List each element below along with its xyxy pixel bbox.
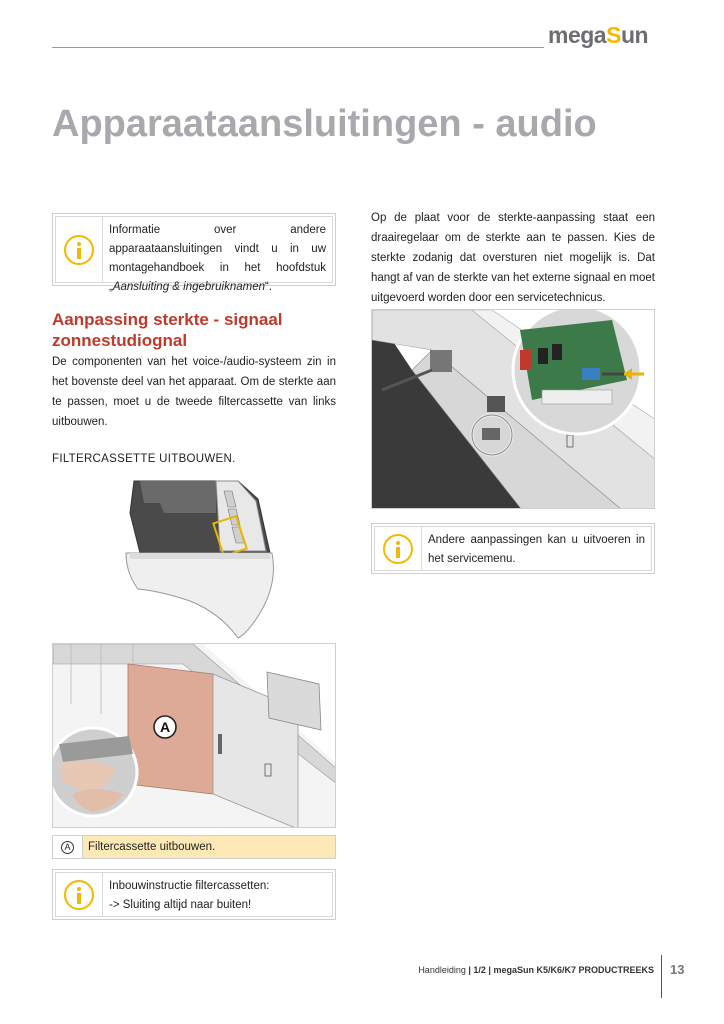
header-rule	[52, 47, 544, 48]
info-text-main: Informatie over andere apparaataansluitingen vindt u in uw montagehandboek in het hoofdstuk „	[109, 224, 326, 293]
footer-product: megaSun K5/K6/K7 PRODUCTREEKS	[493, 965, 654, 975]
figure-filtercassette-overview	[120, 473, 280, 641]
caption-row	[52, 835, 336, 859]
footer-separator: | 1/2 |	[468, 965, 491, 975]
callout-a-label: A	[159, 719, 171, 735]
info-box-text	[103, 872, 333, 917]
adjustment-illustration	[372, 310, 655, 509]
footer-text	[418, 965, 654, 975]
right-paragraph: Op de plaat voor de sterkte-aanpassing staat een draairegelaar om de sterkte aan te passen. Kies de sterkte zodanig dat oversturen niet mogelijk is. Dat hangt af van de sterkte van het externe signaal en moet uitgevoerd worden door een servicetechnicus.	[371, 212, 655, 304]
page-number: 13	[670, 962, 685, 977]
megasun-logo	[548, 22, 648, 49]
info-text-chapter: Aansluiting & ingebruiknamen	[112, 281, 265, 293]
step-heading: FILTERCASSETTE UITBOUWEN.	[52, 453, 236, 465]
info-box-installation	[52, 869, 336, 920]
info-icon-cell	[55, 216, 103, 283]
callout-a-marker: A	[61, 841, 74, 854]
figure-strength-adjustment	[371, 309, 655, 509]
caption-marker-cell	[53, 836, 83, 858]
logo-prefix: mega	[548, 22, 607, 48]
info-box-text	[103, 216, 333, 293]
info-text-end: “.	[265, 281, 273, 293]
info-icon	[383, 534, 413, 564]
filtercassette-illustration	[120, 473, 280, 641]
footer-label: Handleiding	[418, 965, 466, 975]
info-line-2: -> Sluiting altijd naar buiten!	[109, 899, 252, 911]
info-icon	[64, 880, 94, 910]
logo-s: S	[606, 22, 621, 48]
info-box-montage	[52, 213, 336, 293]
info-icon	[64, 235, 94, 265]
info-icon-cell	[374, 526, 422, 571]
info-line-1: Inbouwinstructie filtercassetten:	[109, 880, 270, 892]
section-heading: Aanpassing sterkte - signaal zonnestudiognal	[52, 310, 283, 350]
caption-text: Filtercassette uitbouwen.	[83, 836, 335, 858]
footer-divider	[661, 955, 662, 998]
logo-suffix: un	[620, 22, 649, 48]
section-paragraph: De componenten van het voice-/audio-systeem zin in het bovenste deel van het apparaat. Om de sterkte aan te passen, moet u de tweede filtercassette van links uitbouwen.	[52, 356, 336, 428]
removal-illustration	[53, 644, 336, 828]
info-box-text: Andere aanpassingen kan u uitvoeren in het servicemenu.	[422, 526, 652, 571]
page-title: Apparaataansluitingen - audio	[52, 103, 597, 145]
info-box-servicemenu	[371, 523, 655, 574]
figure-filtercassette-removal	[52, 643, 336, 828]
info-icon-cell	[55, 872, 103, 917]
